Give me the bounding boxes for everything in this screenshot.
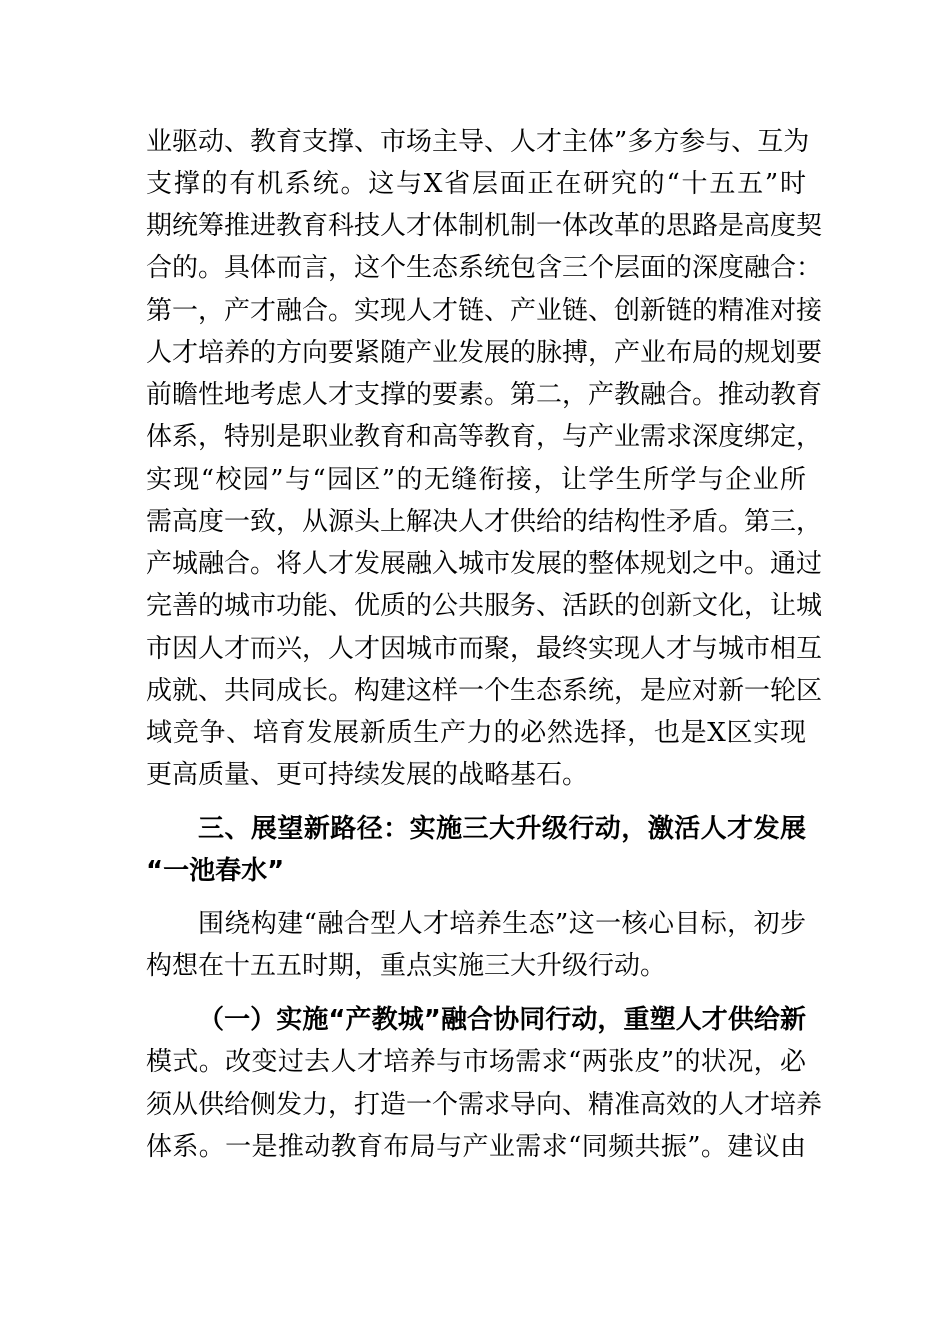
body-line-4: 合的。具体而言，这个生态系统包含三个层面的深度融合：: [146, 253, 823, 283]
body-line-9: 实现“校园”与“园区”的无缝衔接，让学生所学与企业所: [146, 465, 806, 495]
subsection-line-1: 模式。改变过去人才培养与市场需求“两张皮”的状况，必: [146, 1047, 806, 1077]
body-line-10: 需高度一致，从源头上解决人才供给的结构性矛盾。第三，: [146, 507, 823, 537]
body-line-12: 完善的城市功能、优质的公共服务、活跃的创新文化，让城: [146, 591, 823, 621]
subsection-line-2: 须从供给侧发力，打造一个需求导向、精准高效的人才培养: [146, 1090, 823, 1120]
subsection-heading: （一）实施“产教城”融合协同行动，重塑人才供给新: [198, 1005, 806, 1035]
section-heading-continuation: “一池春水”: [146, 856, 285, 886]
section-heading: 三、展望新路径：实施三大升级行动，激活人才发展: [198, 814, 806, 844]
body-line-2: 支撑的有机系统。这与X省层面正在研究的“十五五”时: [146, 169, 806, 199]
body-line-15: 域竞争、培育发展新质生产力的必然选择，也是X区实现: [146, 718, 806, 748]
body-line-13: 市因人才而兴，人才因城市而聚，最终实现人才与城市相互: [146, 634, 823, 664]
intro-line-2: 构想在十五五时期，重点实施三大升级行动。: [146, 951, 667, 981]
body-line-14: 成就、共同成长。构建这样一个生态系统，是应对新一轮区: [146, 676, 823, 706]
intro-line-1: 围绕构建“融合型人才培养生态”这一核心目标，初步: [198, 909, 806, 939]
body-line-16: 更高质量、更可持续发展的战略基石。: [146, 760, 589, 790]
body-line-8: 体系，特别是职业教育和高等教育，与产业需求深度绑定，: [146, 422, 823, 452]
body-line-7: 前瞻性地考虑人才支撑的要素。第二，产教融合。推动教育: [146, 380, 823, 410]
body-line-3: 期统筹推进教育科技人才体制机制一体改革的思路是高度契: [146, 211, 823, 241]
body-line-5: 第一，产才融合。实现人才链、产业链、创新链的精准对接: [146, 296, 823, 326]
body-line-6: 人才培养的方向要紧随产业发展的脉搏，产业布局的规划要: [146, 338, 823, 368]
subsection-line-3: 体系。一是推动教育布局与产业需求“同频共振”。建议由: [146, 1132, 806, 1162]
body-line-1: 业驱动、教育支撑、市场主导、人才主体”多方参与、互为: [146, 127, 810, 157]
body-line-11: 产城融合。将人才发展融入城市发展的整体规划之中。通过: [146, 549, 823, 579]
